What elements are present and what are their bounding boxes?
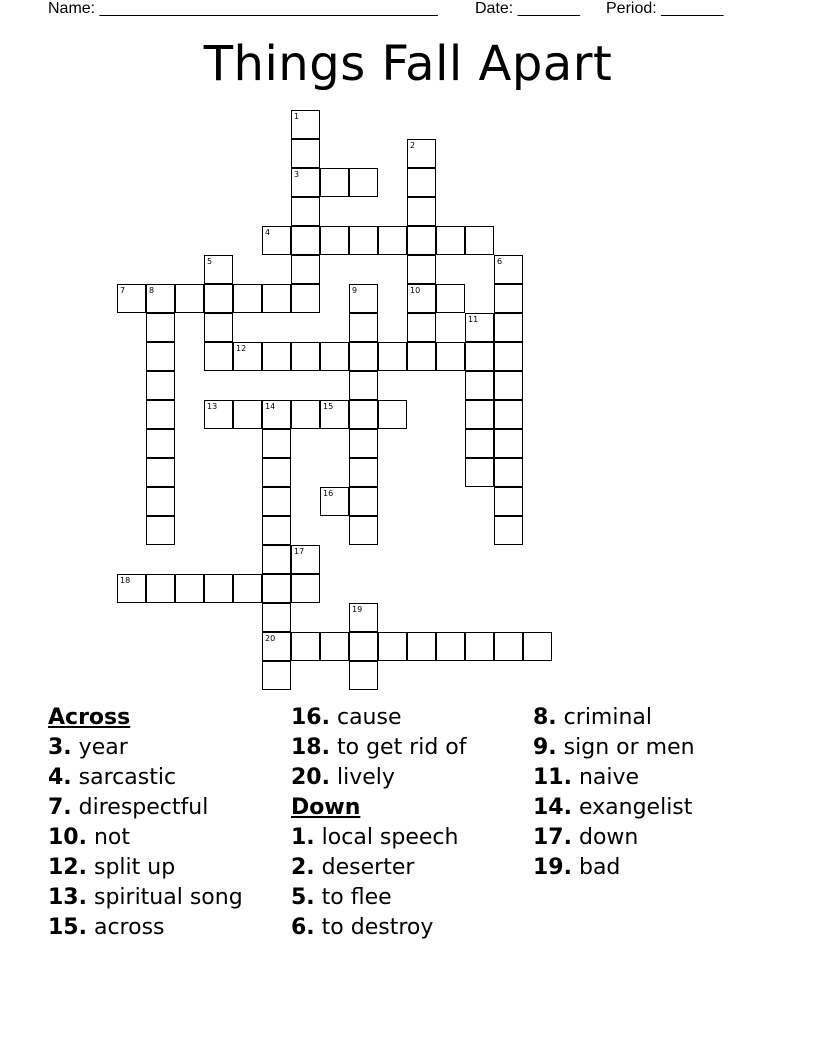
down-clue: 2. deserter [291,855,415,880]
grid-cell[interactable] [465,371,494,400]
grid-cell[interactable] [494,458,523,487]
grid-cell[interactable] [494,313,523,342]
grid-cell[interactable] [291,197,320,226]
grid-cell[interactable] [262,342,291,371]
grid-cell[interactable] [262,661,291,690]
grid-cell[interactable] [407,313,436,342]
clue-number: 15 [323,402,334,411]
grid-cell[interactable] [407,632,436,661]
clue-column-1 [48,703,243,943]
grid-cell[interactable] [349,661,378,690]
grid-cell[interactable] [349,284,378,313]
grid-cell[interactable] [233,400,262,429]
grid-cell[interactable] [146,574,175,603]
grid-cell[interactable] [291,255,320,284]
clue-number: 18 [120,576,131,585]
name-field[interactable]: Name: ______________________________________ [48,0,438,17]
across-clue: 13. spiritual song [48,885,243,910]
grid-cell[interactable] [291,168,320,197]
across-clue: 10. not [48,825,131,850]
grid-cell[interactable] [117,284,146,313]
grid-cell[interactable] [146,400,175,429]
grid-cell[interactable] [291,110,320,139]
period-field[interactable]: Period: _______ [606,0,724,17]
grid-cell[interactable] [291,400,320,429]
grid-cell[interactable] [494,400,523,429]
grid-cell[interactable] [233,284,262,313]
grid-cell[interactable] [320,168,349,197]
grid-cell[interactable] [378,226,407,255]
clue-number: 13 [207,402,218,411]
grid-cell[interactable] [436,632,465,661]
down-clue: 11. naive [533,765,640,790]
grid-cell[interactable] [436,226,465,255]
grid-cell[interactable] [262,284,291,313]
down-clue: 9. sign or men [533,735,695,760]
across-clue: 20. lively [291,765,395,790]
clue-number: 16 [323,489,334,498]
grid-cell[interactable] [349,603,378,632]
grid-cell[interactable] [407,284,436,313]
down-clue: 17. down [533,825,639,850]
clue-number: 4 [265,228,271,237]
grid-cell[interactable] [262,429,291,458]
grid-cell[interactable] [146,313,175,342]
clue-column-3 [533,703,695,883]
grid-cell[interactable] [204,313,233,342]
grid-cell[interactable] [349,632,378,661]
grid-cell[interactable] [407,197,436,226]
grid-cell[interactable] [233,342,262,371]
clue-number: 8 [149,286,155,295]
grid-cell[interactable] [146,487,175,516]
grid-cell[interactable] [523,632,552,661]
grid-cell[interactable] [465,400,494,429]
grid-cell[interactable] [175,284,204,313]
clue-number: 12 [236,344,247,353]
grid-cell[interactable] [320,400,349,429]
clue-number: 19 [352,605,363,614]
grid-cell[interactable] [465,226,494,255]
grid-cell[interactable] [407,342,436,371]
grid-cell[interactable] [494,342,523,371]
grid-cell[interactable] [465,429,494,458]
grid-cell[interactable] [146,342,175,371]
grid-cell[interactable] [262,458,291,487]
grid-cell[interactable] [146,429,175,458]
grid-cell[interactable] [204,284,233,313]
grid-cell[interactable] [494,371,523,400]
grid-cell[interactable] [320,342,349,371]
across-clue: 18. to get rid of [291,735,467,760]
grid-cell[interactable] [146,516,175,545]
grid-cell[interactable] [407,168,436,197]
grid-cell[interactable] [117,574,146,603]
grid-cell[interactable] [349,487,378,516]
grid-cell[interactable] [465,632,494,661]
grid-cell[interactable] [262,487,291,516]
grid-cell[interactable] [407,255,436,284]
across-clue: 15. across [48,915,165,940]
grid-cell[interactable] [233,574,262,603]
grid-cell[interactable] [320,487,349,516]
grid-cell[interactable] [204,255,233,284]
grid-cell[interactable] [146,371,175,400]
grid-cell[interactable] [349,168,378,197]
grid-cell[interactable] [262,400,291,429]
across-clue: 12. split up [48,855,176,880]
grid-cell[interactable] [291,545,320,574]
grid-cell[interactable] [262,545,291,574]
grid-cell[interactable] [204,342,233,371]
grid-cell[interactable] [494,284,523,313]
grid-cell[interactable] [378,632,407,661]
grid-cell[interactable] [262,574,291,603]
grid-cell[interactable] [436,284,465,313]
grid-cell[interactable] [465,313,494,342]
grid-cell[interactable] [349,516,378,545]
grid-cell[interactable] [349,342,378,371]
grid-cell[interactable] [291,226,320,255]
grid-cell[interactable] [494,429,523,458]
clue-number: 1 [294,112,300,121]
grid-cell[interactable] [204,400,233,429]
clue-number: 7 [120,286,126,295]
clue-number: 17 [294,547,305,556]
down-clue: 14. exangelist [533,795,693,820]
grid-cell[interactable] [465,458,494,487]
clue-number: 9 [352,286,358,295]
grid-cell[interactable] [146,284,175,313]
clue-number: 20 [265,634,276,643]
across-clue: 3. year [48,735,128,760]
grid-cell[interactable] [494,516,523,545]
grid-cell[interactable] [320,226,349,255]
grid-cell[interactable] [494,255,523,284]
date-field[interactable]: Date: _______ [475,0,580,17]
clue-number: 10 [410,286,421,295]
down-clue: 6. to destroy [291,915,434,940]
grid-cell[interactable] [349,458,378,487]
grid-cell[interactable] [146,458,175,487]
grid-cell[interactable] [436,342,465,371]
grid-cell[interactable] [494,632,523,661]
grid-cell[interactable] [349,429,378,458]
grid-cell[interactable] [349,313,378,342]
grid-cell[interactable] [291,284,320,313]
grid-cell[interactable] [175,574,204,603]
grid-cell[interactable] [262,603,291,632]
grid-cell[interactable] [320,632,349,661]
grid-cell[interactable] [465,342,494,371]
clue-number: 3 [294,170,300,179]
clue-column-2 [291,703,467,943]
grid-cell[interactable] [291,574,320,603]
across-clue: 4. sarcastic [48,765,177,790]
down-clue: 5. to flee [291,885,392,910]
grid-cell[interactable] [291,342,320,371]
grid-cell[interactable] [349,371,378,400]
down-clue: 19. bad [533,855,621,880]
down-clue: 1. local speech [291,825,459,850]
clue-number: 2 [410,141,416,150]
clue-number: 5 [207,257,213,266]
down-heading: Down [291,795,361,820]
page-title: Things Fall Apart [203,36,613,92]
grid-cell[interactable] [204,574,233,603]
clue-number: 14 [265,402,276,411]
across-heading: Across [48,705,131,730]
grid-cell[interactable] [378,400,407,429]
grid-cell[interactable] [349,400,378,429]
grid-cell[interactable] [494,487,523,516]
grid-cell[interactable] [291,632,320,661]
across-clue: 16. cause [291,705,402,730]
clue-number: 11 [468,315,479,324]
grid-cell[interactable] [262,516,291,545]
grid-cell[interactable] [291,139,320,168]
down-clue: 8. criminal [533,705,653,730]
across-clue: 7. direspectful [48,795,209,820]
grid-cell[interactable] [407,139,436,168]
clue-number: 6 [497,257,503,266]
grid-cell[interactable] [262,226,291,255]
grid-cell[interactable] [378,342,407,371]
grid-cell[interactable] [407,226,436,255]
grid-cell[interactable] [262,632,291,661]
grid-cell[interactable] [349,226,378,255]
